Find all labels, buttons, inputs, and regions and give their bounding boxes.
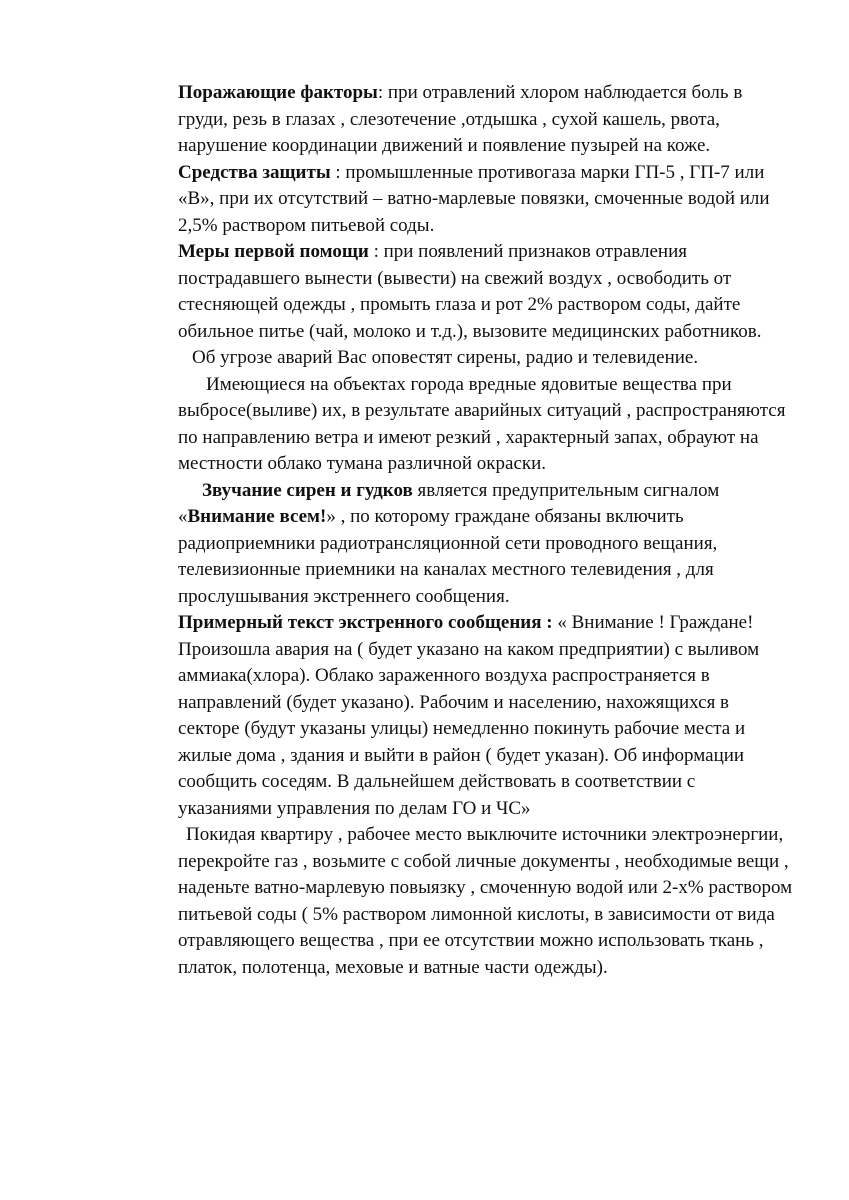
paragraph-emergency-message [178, 610, 793, 822]
text-damaging-factors: : при отравлений хлором наблюдается боль в груди, резь в глазах , слезотечение ,отдышка , сухой кашель, рвота, нарушение координации движений и появление пузырей на коже. [178, 82, 743, 156]
heading-first-aid: Меры первой помощи [178, 241, 369, 262]
text-sirens-b: » , по которому граждане обязаны включить радиоприемники радиотрансляционной сети проводного вещания, телевизионные приемники на каналах местного телевидения , для прослушывания экстреннего сообщения. [178, 506, 718, 607]
heading-sirens: Звучание сирен и гудков [202, 479, 413, 501]
text-first-aid: : при появлений признаков отравления пострадавшего вынести (вывести) на свежий воздух , освободить от стесняющей одежды , промыть глаза и рот 2% раствором соды, дайте обильное питье (чай, молоко и т.д.), вызовите медицинских работников. [178, 241, 762, 342]
document-body [178, 80, 793, 981]
text-leaving-home: Покидая квартиру , рабочее место выключите источники электроэнергии, перекройте газ , возьмите с собой личные документы , необходимые вещи , наденьте ватно-марлевую повыязку , смоченную водой или 2-х% раствором питьевой соды ( 5% раствором лимонной кислоты, в зависимости от вида отравляющего вещества , при ее отсутствии можно использовать ткань , платок, полотенца, меховые и ватные части одежды). [178, 824, 793, 978]
attention-all-label: Внимание всем! [187, 506, 327, 527]
paragraph-damaging-factors [178, 80, 793, 160]
heading-damaging-factors: Поражающие факторы [178, 82, 378, 103]
paragraph-warning-notice [178, 345, 793, 372]
heading-emergency-message: Примерный текст экстренного сообщения : [178, 612, 553, 633]
text-sirens-a: является предупрительным сигналом « [178, 479, 720, 527]
text-emergency-message: « Внимание ! Граждане! Произошла авария на ( будет указано на каком предприятии) с выливом аммиака(хлора). Облако зараженного воздуха распространяется в направлений (будет указано). Рабочим и населению, нахожящихся в секторе (будут указаны улицы) немедленно покинуть рабочие места и жилые дома , здания и выйти в район ( будет указан). Об информации сообщить соседям. В дальнейшем действовать в соответствии с указаниями управления по делам ГО и ЧС» [178, 612, 760, 819]
text-toxic-substances: Имеющиеся на объектах города вредные ядовитые вещества при выбросе(выливе) их, в результате аварийных ситуаций , распространяются по направлению ветра и имеют резкий , характерный запах, обрауют на местности облако тумана различной окраски. [178, 373, 786, 474]
paragraph-toxic-substances [178, 372, 793, 478]
text-protection-means: : промышленные противогаза марки ГП-5 , ГП-7 или «В», при их отсутствий – ватно-марлевые повязки, смоченные водой или 2,5% раствором питьевой соды. [178, 161, 770, 236]
paragraph-sirens [178, 478, 793, 611]
paragraph-first-aid [178, 239, 793, 345]
paragraph-protection-means [178, 160, 793, 240]
text-warning-notice: Об угрозе аварий Вас оповестят сирены, радио и телевидение. [192, 347, 699, 368]
paragraph-leaving-home [178, 822, 793, 981]
heading-protection-means: Средства защиты [178, 161, 331, 183]
